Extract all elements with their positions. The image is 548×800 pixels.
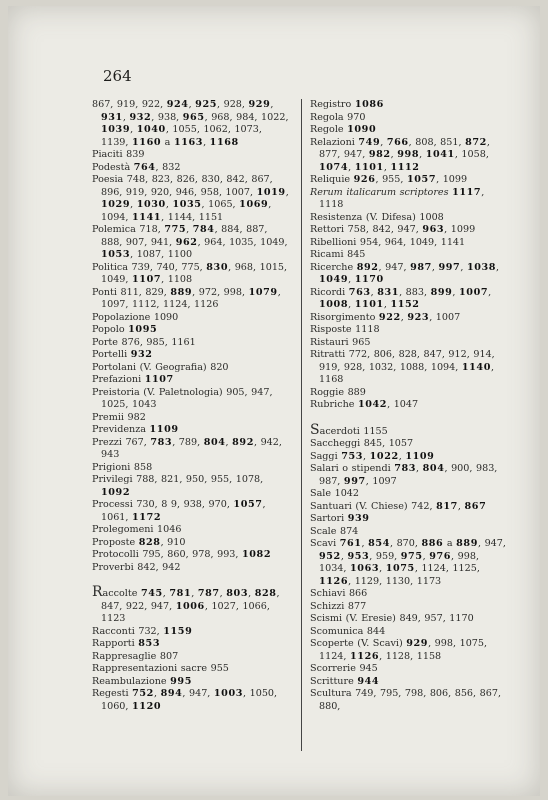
index-entry: Ricordi 763, 831, 883, 899, 1007, 1008, 1101, 1152 [310,286,492,310]
index-entry: Scorrerie 945 [310,663,378,674]
index-entry: Ricami 845 [310,249,366,260]
index-entry: Prolegomeni 1046 [92,524,182,535]
bold-page-ref: 1109 [149,424,179,435]
bold-page-ref: 1022 [369,450,399,462]
bold-page-ref: 963 [422,224,445,235]
bold-page-ref: 995 [170,675,192,687]
index-entry: Scismi (V. Eresie) 849, 957, 1170 [310,613,474,624]
bold-page-ref: 1019 [256,186,286,198]
index-entry: Popolazione 1090 [92,311,179,323]
index-entry: Premii 982 [92,411,146,423]
bold-page-ref: 952 [319,550,341,562]
index-entry: Proverbi 842, 942 [92,561,181,573]
bold-page-ref: 1107 [144,374,174,385]
bold-page-ref: 899 [430,286,453,298]
index-entry: Politica 739, 740, 775, 830, 968, 1015, 1049, 1107, 1108 [92,261,288,285]
index-entry: Proposte 828, 910 [92,536,186,548]
bold-page-ref: 1041 [425,149,455,160]
index-entry: Regola 970 [310,111,366,123]
bold-page-ref: 763 [348,286,371,298]
bold-page-ref: 803 [226,588,249,599]
bold-page-ref: 892 [232,436,254,448]
bold-page-ref: 939 [347,513,370,524]
index-entry: Previdenza 1109 [92,424,179,435]
bold-page-ref: 1117 [452,186,482,198]
index-entry: Polemica 718, 775, 784, 884, 887, 888, 907, 941, 962, 964, 1035, 1049, 1053, 1087, 1100 [92,224,288,260]
bold-page-ref: 1035 [172,199,202,210]
bold-page-ref: 1126 [350,650,380,662]
bold-page-ref: 1074 [319,161,349,173]
index-entry: Rappresaglie 807 [92,650,179,662]
index-entry: Rubriche 1042, 1047 [310,399,419,410]
bold-page-ref: 867 [464,500,487,512]
bold-page-ref: 1101 [354,161,384,173]
index-entry: Protocolli 795, 860, 978, 993, 1082 [92,549,272,560]
initial-letter: R [92,584,103,600]
bold-page-ref: 1029 [101,199,131,210]
bold-page-ref: 929 [248,99,271,110]
bold-page-ref: 1069 [239,199,269,210]
bold-page-ref: 761 [339,538,362,549]
bold-page-ref: 828 [138,536,161,548]
bold-page-ref: 831 [377,286,400,298]
index-entry: Prefazioni 1107 [92,374,174,385]
bold-page-ref: 1107 [132,274,162,285]
bold-page-ref: 987 [410,261,432,273]
bold-page-ref: 752 [132,688,154,699]
bold-page-ref: 1006 [175,600,205,612]
bold-page-ref: 1057 [233,499,263,510]
bold-page-ref: 1079 [248,286,278,298]
bold-page-ref: 962 [175,236,198,248]
index-entry: 867, 919, 922, 924, 925, 928, 929, 931, 932, 938, 965, 968, 984, 1022, 1039, 1040, 1055, 1062, 1073, 1139, 1160 a 1163, 1168 [92,99,289,148]
index-entry: Reliquie 926, 955, 1057, 1099 [310,174,468,185]
bold-page-ref: 926 [353,174,376,185]
index-entry: Schizzi 877 [310,600,367,612]
book-page [8,6,540,796]
bold-page-ref: 1003 [213,688,244,699]
index-entry: Santuari (V. Chiese) 742, 817, 867 [310,500,487,512]
index-entry: Scritture 944 [310,675,380,687]
bold-page-ref: 1172 [132,511,162,523]
index-entry: Risposte 1118 [310,324,380,335]
bold-page-ref: 1086 [354,99,384,110]
index-entry: Relazioni 749, 766, 808, 851, 872, 877, 947, 982, 998, 1041, 1058, 1074, 1101, 1112 [310,136,490,173]
bold-page-ref: 817 [436,500,458,512]
bold-page-ref: 922 [378,311,401,323]
index-entry: Registro 1086 [310,99,384,110]
bold-page-ref: 853 [138,638,161,649]
index-entry: Portelli 932 [92,349,153,360]
index-entry: Popolo 1095 [92,324,158,335]
bold-page-ref: 1053 [101,249,131,260]
index-entry: Prezzi 767, 783, 789, 804, 892, 942, 943 [92,436,282,460]
bold-page-ref: 929 [406,638,429,649]
bold-page-ref: 1038 [466,261,497,273]
page-number: 264 [103,67,132,85]
index-entry: Regesti 752, 894, 947, 1003, 1050, 1060, 1120 [92,688,278,712]
index-entry: Ribellioni 954, 964, 1049, 1141 [310,236,466,248]
bold-page-ref: 1092 [101,486,131,498]
index-entry: Scale 874 [310,525,359,537]
bold-page-ref: 1063 [350,563,380,574]
bold-page-ref: 1109 [405,450,435,462]
index-entry: Saggi 753, 1022, 1109 [310,450,435,462]
bold-page-ref: 1082 [242,549,272,560]
bold-page-ref: 1049 [319,274,349,285]
bold-page-ref: 1126 [319,575,349,587]
bold-page-ref: 1090 [347,124,377,135]
index-entry: Sartori 939 [310,513,370,524]
bold-page-ref: 1140 [461,361,491,373]
bold-page-ref: 1163 [173,136,204,148]
bold-page-ref: 804 [422,463,445,474]
bold-page-ref: 804 [203,436,226,448]
index-entry: Reambulazione 995 [92,675,192,687]
bold-page-ref: 775 [164,224,187,235]
index-entry: Roggie 889 [310,386,366,398]
index-column-left [92,99,290,713]
bold-page-ref: 1008 [319,299,349,310]
initial-letter: S [310,421,320,438]
bold-page-ref: 753 [341,450,364,462]
bold-page-ref: 787 [197,588,220,599]
bold-page-ref: 965 [182,111,205,123]
bold-page-ref: 932 [130,349,153,360]
index-entry: Saccheggi 845, 1057 [310,438,414,449]
bold-page-ref: 1007 [459,286,489,298]
bold-page-ref: 783 [150,436,173,448]
bold-page-ref: 1168 [209,136,239,148]
bold-page-ref: 889 [170,286,193,298]
index-entry: Portolani (V. Geografia) 820 [92,361,229,373]
index-entry: Ponti 811, 829, 889, 972, 998, 1079, 1097, 1112, 1124, 1126 [92,286,281,310]
index-entry: Raccolte 745, 781, 787, 803, 828, 847, 922, 947, 1006, 1027, 1066, 1123 [92,584,280,624]
bold-page-ref: 931 [101,111,123,123]
bold-page-ref: 925 [195,99,217,110]
bold-page-ref: 1141 [132,211,162,223]
index-entry: Regole 1090 [310,124,377,135]
index-entry: Salari o stipendi 783, 804, 900, 983, 987, 997, 1097 [310,463,498,487]
index-entry: Scomunica 844 [310,625,386,637]
bold-page-ref: 1075 [385,563,415,574]
index-entry: Podestà 764, 832 [92,161,181,173]
index-entry: Racconti 732, 1159 [92,625,193,637]
index-entry: Scoperte (V. Scavi) 929, 998, 1075, 1124, 1126, 1128, 1158 [310,638,488,662]
bold-page-ref: 932 [129,111,152,123]
bold-page-ref: 997 [438,261,461,273]
index-entry: Scavi 761, 854, 870, 886 a 889, 947, 952, 953, 959, 975, 976, 998, 1034, 1063, 1075, 1124, 1125, 1126, 1129, 1130, 1173 [310,538,506,587]
bold-page-ref: 1095 [128,324,158,335]
index-column-right [310,99,506,713]
bold-page-ref: 944 [357,675,380,687]
index-entry: Preistoria (V. Paletnologia) 905, 947, 1025, 1043 [92,386,273,410]
index-entry: Piaciti 839 [92,149,145,160]
index-entry: Ricerche 892, 947, 987, 997, 1038, 1049, 1170 [310,261,500,285]
bold-page-ref: 783 [394,463,417,474]
index-entry: Poesia 748, 823, 826, 830, 842, 867, 896, 919, 920, 946, 958, 1007, 1019, 1029, 1030, 1035, 1065, 1069, 1094, 1141, 1144, 1151 [92,174,289,223]
bold-page-ref: 872 [465,136,487,148]
bold-page-ref: 1159 [163,625,193,637]
index-entry: Rappresentazioni sacre 955 [92,663,229,674]
bold-page-ref: 1112 [390,161,420,173]
bold-page-ref: 764 [133,161,156,173]
index-entry: Processi 730, 8 9, 938, 970, 1057, 1061, 1172 [92,499,266,523]
bold-page-ref: 923 [407,311,430,323]
bold-page-ref: 1160 [132,136,162,148]
bold-page-ref: 886 [421,538,444,549]
index-entry: Sacerdoti 1155 [310,421,388,438]
bold-page-ref: 889 [456,538,478,549]
index-entry: Resistenza (V. Difesa) 1008 [310,211,444,223]
bold-page-ref: 998 [397,149,420,160]
index-entry: Rerum italicarum scriptores 1117, 1118 [310,186,485,210]
bold-page-ref: 830 [206,261,229,273]
index-entry: Porte 876, 985, 1161 [92,336,196,348]
bold-page-ref: 976 [429,550,452,562]
index-entry: Privilegi 788, 821, 950, 955, 1078, 1092 [92,474,264,498]
bold-page-ref: 784 [192,224,215,235]
bold-page-ref: 953 [347,550,370,562]
bold-page-ref: 1042 [357,399,388,410]
index-entry: Rettori 758, 842, 947, 963, 1099 [310,224,476,235]
bold-page-ref: 1030 [136,199,166,210]
bold-page-ref: 1057 [407,174,437,185]
bold-page-ref: 997 [343,475,366,487]
index-entry: Rapporti 853 [92,638,161,649]
bold-page-ref: 924 [166,99,189,110]
bold-page-ref: 749 [358,136,381,148]
index-entry: Scultura 749, 795, 798, 806, 856, 867, 880, [310,688,501,712]
bold-page-ref: 894 [160,688,183,699]
index-entry: Risorgimento 922, 923, 1007 [310,311,461,323]
index-entry: Schiavi 866 [310,588,368,599]
bold-page-ref: 854 [368,538,390,549]
bold-page-ref: 1040 [136,124,166,135]
bold-page-ref: 745 [140,588,163,599]
bold-page-ref: 828 [254,588,277,599]
bold-page-ref: 1039 [101,124,131,135]
bold-page-ref: 982 [368,149,391,160]
bold-page-ref: 1101 [354,299,384,310]
column-divider [301,99,302,751]
bold-page-ref: 892 [356,261,379,273]
bold-page-ref: 766 [386,136,409,148]
index-entry: Ritratti 772, 806, 828, 847, 912, 914, 919, 928, 1032, 1088, 1094, 1140, 1168 [310,349,495,385]
index-entry: Prigioni 858 [92,461,153,473]
bold-page-ref: 1120 [132,700,162,712]
bold-page-ref: 1170 [354,274,384,285]
bold-page-ref: 975 [400,550,423,562]
bold-page-ref: 781 [169,588,192,599]
index-entry: Ristauri 965 [310,336,371,348]
index-entry: Sale 1042 [310,488,360,499]
bold-page-ref: 1152 [390,299,420,310]
italic-heading: Rerum italicarum scriptores [310,186,449,198]
